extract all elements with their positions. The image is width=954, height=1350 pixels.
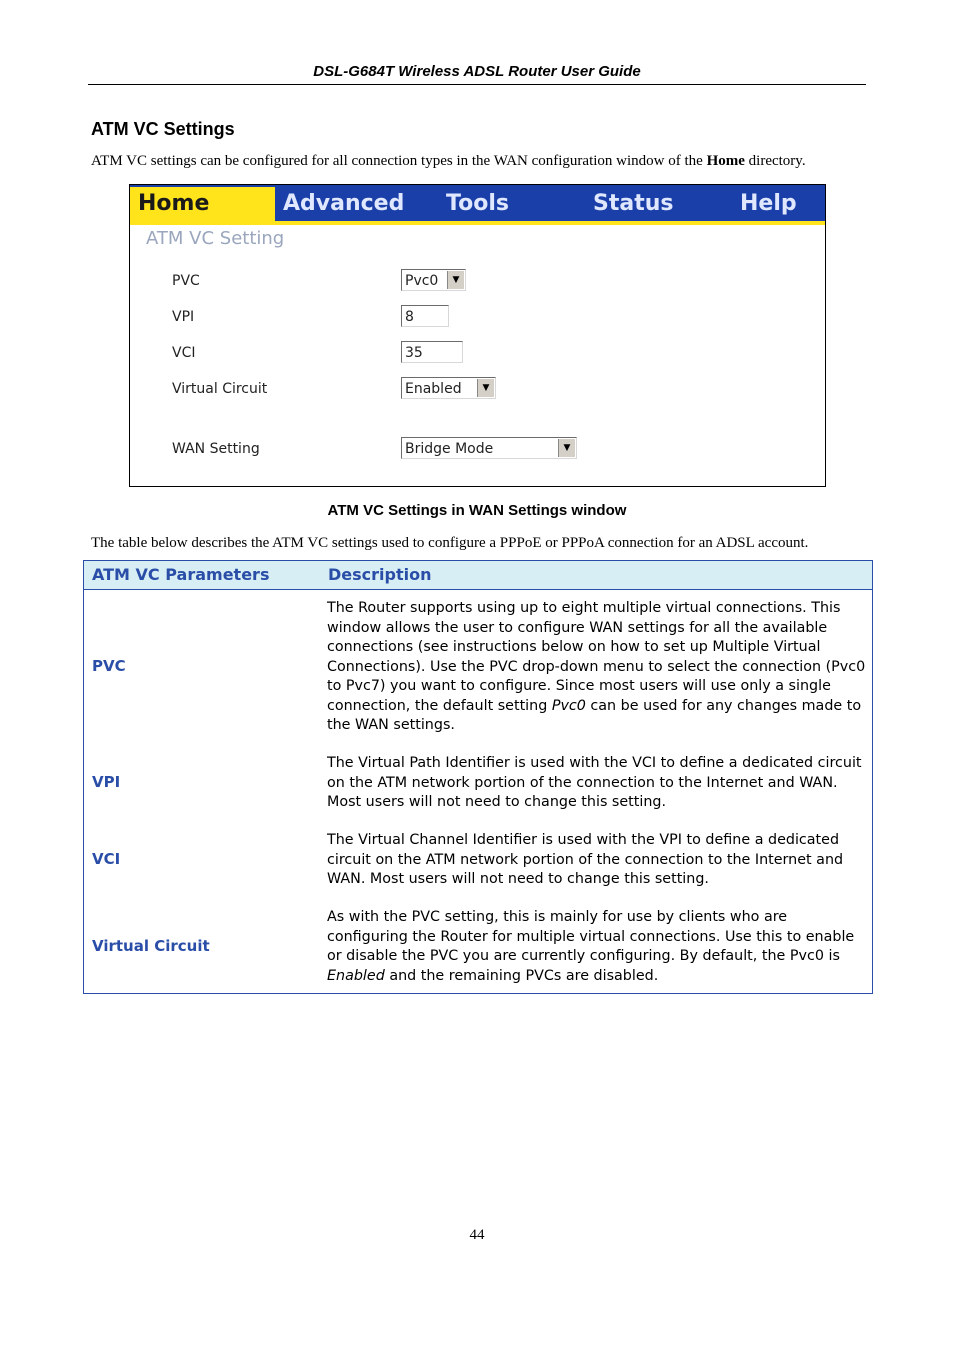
- panel-title: ATM VC Setting: [146, 228, 285, 249]
- tab-home[interactable]: Home: [130, 187, 275, 221]
- table-row-desc-pvc: [327, 599, 870, 736]
- column-header-parameters: ATM VC Parameters: [92, 565, 270, 584]
- intro-bold-home: Home: [706, 153, 745, 169]
- chevron-down-icon[interactable]: ▼: [558, 439, 575, 457]
- desc-text: can be used for any changes made to the WAN settings.: [327, 697, 862, 733]
- chevron-down-icon[interactable]: ▼: [477, 379, 494, 397]
- vpi-label: VPI: [172, 309, 195, 325]
- section-heading: ATM VC Settings: [91, 119, 235, 139]
- pvc-select[interactable]: [401, 269, 466, 291]
- pvc-label: PVC: [172, 273, 200, 289]
- virtual-circuit-select[interactable]: [401, 377, 496, 399]
- pvc-select-value: Pvc0: [405, 273, 439, 289]
- table-row-param-pvc: PVC: [92, 657, 126, 675]
- intro-paragraph: [91, 153, 806, 170]
- table-header-row: [84, 561, 872, 590]
- router-ui-screenshot: [129, 184, 826, 487]
- tab-status[interactable]: Status: [593, 191, 674, 216]
- parameters-table: [83, 560, 873, 994]
- table-row-desc-vci: The Virtual Channel Identifier is used with the VPI to define a dedicated circuit on the ATM network portion of the connection to the Internet and WAN. Most users will not need to change this setting.: [327, 832, 844, 887]
- table-intro-paragraph: The table below describes the ATM VC settings used to configure a PPPoE or PPPoA connection for an ADSL account.: [91, 535, 809, 551]
- vpi-input[interactable]: 8: [401, 305, 449, 327]
- intro-text-start: ATM VC settings can be configured for all connection types in the WAN configuration window of the: [91, 153, 707, 169]
- desc-text: As with the PVC setting, this is mainly for use by clients who are configuring the Router for multiple virtual connections. Use this to enable or disable the PVC you are currently configuring. By default, the Pvc0 is: [327, 909, 855, 964]
- vci-label: VCI: [172, 345, 196, 361]
- tab-tools[interactable]: Tools: [446, 191, 509, 216]
- figure-caption: ATM VC Settings in WAN Settings window: [327, 502, 627, 519]
- vci-input[interactable]: 35: [401, 341, 463, 363]
- wan-setting-select-value: Bridge Mode: [405, 441, 494, 457]
- wan-setting-label: WAN Setting: [172, 441, 260, 457]
- router-nav-bar: [130, 185, 825, 225]
- desc-emphasis: Enabled: [327, 967, 385, 984]
- nav-active-stripe: [130, 221, 825, 225]
- table-row-desc-vpi: The Virtual Path Identifier is used with the VCI to define a dedicated circuit on the ATM network portion of the connection to the Internet and WAN. Most users will not need to change this setting.: [327, 755, 862, 810]
- desc-text: and the remaining PVCs are disabled.: [384, 967, 659, 984]
- chevron-down-icon[interactable]: ▼: [447, 271, 464, 289]
- tab-help[interactable]: Help: [740, 191, 797, 216]
- desc-emphasis: Pvc0: [551, 697, 586, 714]
- virtual-circuit-label: Virtual Circuit: [172, 381, 268, 397]
- wan-setting-select[interactable]: [401, 437, 577, 459]
- table-row-param-vci: VCI: [92, 850, 121, 868]
- intro-text-end: directory.: [744, 153, 806, 169]
- document-header-title: DSL-G684T Wireless ADSL Router User Guide: [313, 63, 641, 80]
- tab-advanced[interactable]: Advanced: [283, 191, 405, 216]
- column-header-description: Description: [328, 565, 432, 584]
- header-rule: [88, 84, 866, 85]
- virtual-circuit-select-value: Enabled: [405, 381, 462, 397]
- table-row-desc-virtual-circuit: [327, 908, 870, 986]
- desc-text: The Router supports using up to eight multiple virtual connections. This window allows the user to configure WAN settings for all the available connections (see instructions below on how to set up Multiple Virtual Connections). Use the PVC drop-down menu to select the connection (Pvc0 to Pvc7) you want to configure. Since most users will use only a single connection, the default setting: [327, 600, 866, 714]
- table-row-param-vpi: VPI: [92, 773, 121, 791]
- page-number: 44: [469, 1227, 485, 1243]
- table-row-param-virtual-circuit: Virtual Circuit: [92, 937, 210, 955]
